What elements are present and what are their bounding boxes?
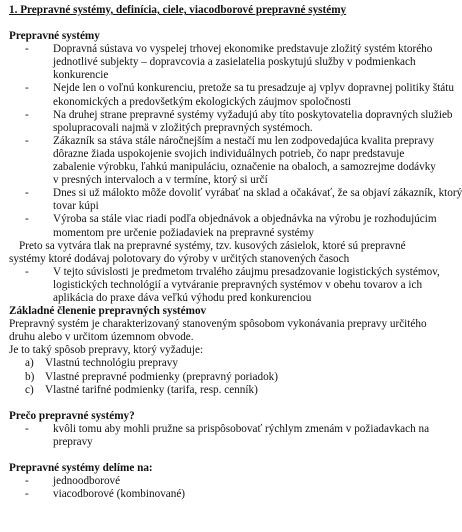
bullet-text: Na druhej strane prepravné systémy vyžadujú aby títo poskytovatelia dopravných služieb bbox=[53, 108, 453, 121]
bullet-text: Nejde len o voľnú konkurenciu, pretože sa tu presadzuje aj vplyv dopravnej politiky štátu bbox=[53, 82, 454, 95]
list-item-text: Vlastné tarifné podmienky (tarifa, resp. cenník) bbox=[45, 383, 258, 396]
list-item bbox=[9, 371, 418, 384]
bullet-text: Dopravná sústava vo vyspelej trhovej ekonomike predstavuje zložitý systém ktorého bbox=[53, 43, 433, 56]
list-item bbox=[9, 213, 437, 226]
bullet-continuation: zabalenie výrobku, ľahkú manipuláciu, označenie na obaloch, a samozrejme dodávky bbox=[53, 161, 436, 174]
bullet-dash: - bbox=[25, 422, 29, 435]
spacer bbox=[9, 449, 418, 462]
bullet-text: jednoodborové bbox=[53, 475, 121, 488]
paragraph-line: Je to taký spôsob prepravy, ktorý vyžaduje: bbox=[9, 344, 204, 357]
bullet-dash: - bbox=[25, 488, 29, 501]
paragraph-line: Prepravný systém je charakterizovaný stanoveným spôsobom vykonávania prepravy určitého bbox=[9, 318, 427, 331]
section-heading-zakladne-clenenie: Základné členenie prepravných systémov bbox=[9, 305, 207, 318]
bullet-text: viacodborové (kombinované) bbox=[53, 488, 186, 501]
bullet-continuation: jednotlivé subjekty – dopravcovia a zasielatelia poskytujú služby v podmienkach bbox=[53, 56, 416, 69]
section-heading-preco: Prečo prepravné systémy? bbox=[9, 409, 135, 422]
bullet-text: V tejto súvislosti je predmetom trvalého záujmu presadzovanie logistických systémov, bbox=[53, 265, 440, 278]
list-marker: a) bbox=[25, 357, 34, 370]
paragraph-line: systémy ktoré dodávaj polotovary do výroby v určitých stanovených časoch bbox=[9, 252, 350, 265]
list-item bbox=[9, 43, 433, 56]
bullet-continuation: v presných intervaloch a v termíne, ktorý si určí bbox=[53, 174, 268, 187]
section-heading-prepravne-systemy: Prepravné systémy bbox=[9, 30, 100, 43]
bullet-dash: - bbox=[25, 265, 29, 278]
lettered-list bbox=[9, 357, 418, 396]
list-item bbox=[9, 134, 435, 148]
list-item bbox=[9, 82, 454, 95]
list-marker: b) bbox=[25, 370, 35, 383]
bullet-text: Zákazník sa stáva stále náročnejším a nestačí mu len zodpovedajúca kvalita prepravy bbox=[53, 134, 435, 147]
paragraph-line: druhu alebo v určitom územnom obvode. bbox=[9, 331, 194, 344]
list-item bbox=[9, 384, 418, 397]
bullet-dash: - bbox=[25, 213, 29, 226]
list-item bbox=[9, 187, 462, 200]
section-heading-delime-na: Prepravné systémy delíme na: bbox=[9, 462, 153, 474]
bullet-list-prepravne-systemy bbox=[9, 43, 462, 239]
bullet-continuation: ekonomických a predovšetkým ekologických záujmov spoločnosti bbox=[53, 95, 351, 108]
bullet-text: kvôli tomu aby mohli pružne sa prispôsobovať rýchlym zmenám v požiadavkach na bbox=[53, 422, 430, 435]
bullet-dash: - bbox=[25, 43, 29, 56]
bullet-continuation: logistických technológií a vytváranie prepravných systémov v obehu tovarov a ich bbox=[53, 278, 423, 291]
bullet-dash: - bbox=[25, 187, 29, 200]
bullet-text: Dnes si už málokto môže dovoliť vyrábať na sklad a očakávať, že sa objaví zákazník, ktorý bbox=[53, 187, 462, 200]
list-item-text: Vlastnú technológiu prepravy bbox=[45, 357, 178, 370]
bullet-dash: - bbox=[25, 475, 29, 488]
document-title: 1. Prepravné systémy, definícia, ciele, viacodborové prepravné systémy bbox=[9, 4, 347, 16]
list-item-text: Vlastné prepravné podmienky (prepravný poriadok) bbox=[45, 370, 278, 383]
list-item bbox=[9, 488, 418, 501]
bullet-continuation: spolupracovali najmä v zložitých prepravných systémoch. bbox=[53, 121, 313, 134]
bullet-dash: - bbox=[25, 82, 29, 95]
bullet-continuation: aplikácia do praxe dáva veľkú výhodu pred konkurenciou bbox=[53, 291, 312, 304]
bullet-continuation: dôrazne žiada uspokojenie svojich individuálnych potrieb, čo napr predstavuje bbox=[53, 147, 405, 160]
bullet-continuation: konkurencie bbox=[53, 69, 109, 82]
list-marker: c) bbox=[25, 383, 34, 396]
list-item bbox=[9, 265, 440, 279]
bullet-dash: - bbox=[25, 108, 29, 121]
spacer bbox=[9, 397, 418, 410]
list-item bbox=[9, 475, 418, 488]
paragraph-line: Preto sa vytvára tlak na prepravné systémy, tzv. kusových zásielok, ktoré sú prepravné bbox=[19, 239, 406, 252]
bullet-dash: - bbox=[25, 134, 29, 147]
bullet-continuation: tovar kúpi bbox=[53, 200, 99, 213]
bullet-continuation: prepravy bbox=[53, 435, 93, 448]
list-item bbox=[9, 108, 453, 122]
bullet-text: Výroba sa stále viac riadi podľa objednávok a objednávka na výrobu je rozhodujúcim bbox=[53, 213, 437, 226]
list-item bbox=[9, 357, 418, 370]
bullet-continuation: momentom pre určenie požiadaviek na prepravné systémy bbox=[53, 226, 314, 239]
list-item bbox=[9, 422, 430, 436]
